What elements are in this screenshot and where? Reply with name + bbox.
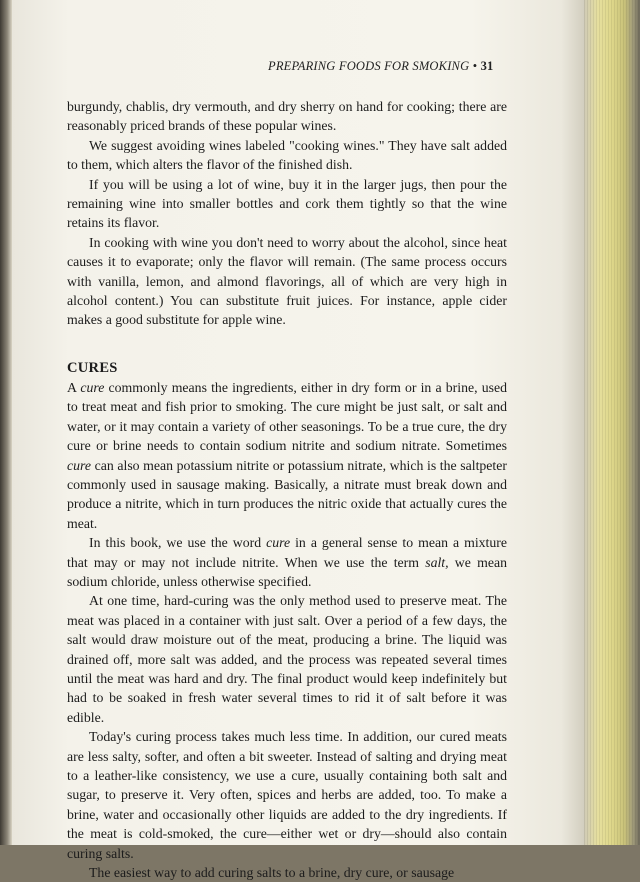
page-edges [584,0,640,845]
section-heading-cures: CURES [67,359,118,376]
text-run: in a general sense to mean a mixture that may or may not include nitrite. When we use the term [67,535,508,570]
text-run: A [67,379,81,395]
paragraph-intro-2: We suggest avoiding wines labeled "cooking wines." They have salt added to them, which alters the flavor of the finished dish. [67,137,507,173]
emphasis-term: salt, [425,554,449,570]
paragraph-cures-2 [67,533,507,591]
paragraph-intro-4: In cooking with wine you don't need to worry about the alcohol, since heat causes it to evaporate; only the flavor will remain. (The same process occurs with vanilla, lemon, and almond flavorings, all of which are very high in alcohol content.) You can substitute fruit juices. For instance, apple cider makes a good substitute for apple wine. [67,234,507,328]
emphasis-term: cure [80,379,105,395]
paragraph-cures-3: At one time, hard-curing was the only method used to preserve meat. The meat was placed in a container with just salt. Over a period of a few days, the salt would draw moisture out of the meat, producing a brine. The liquid was drained off, more salt was added, and the process was repeated several times until the meat was hard and dry. The final product would keep indefinitely but had to be soaked in fresh water several times to rid it of salt before it was edible. [67,593,507,725]
paragraph-cures-5: The easiest way to add curing salts to a brine, dry cure, or sausage [89,865,455,881]
header-bullet: • [472,59,478,73]
running-header [268,59,493,74]
text-run: commonly means the ingredients, either in dry form or in a brine, used to treat meat and fish prior to smoking. The cure might be just salt, or salt and water, or it may contain a variety of other seasonings. To be a true cure, the dry cure or brine needs to contain sodium nitrite and sodium nitrate. Sometimes [67,379,507,454]
paragraph-cures-4: Today's curing process takes much less time. In addition, our cured meats are less salty, softer, and often a bit sweeter. Instead of salting and drying meat to a leather-like consistency, we use a cure, usually containing both salt and sugar, to preserve it. Very often, spices and herbs are added, too. To make a brine, water and occasionally other liquids are added to the dry ingredients. If the meat is cold-smoked, the cure—either wet or dry—should also contain curing salts. [67,729,507,861]
page-number: 31 [480,59,494,73]
emphasis-term: cure [67,457,92,473]
paragraph-cures-1 [67,378,507,533]
paragraph-intro-3: If you will be using a lot of wine, buy it in the larger jugs, then pour the remaining wine into smaller bottles and cork them tightly so that the wine retains its flavor. [67,176,507,231]
book-binding-edge [0,0,12,845]
text-run: In this book, we use the word [89,535,267,551]
running-title: PREPARING FOODS FOR SMOKING [268,59,470,73]
text-run: can also mean potassium nitrite or potassium nitrate, which is the saltpeter commonly used in sausage making. Basically, a nitrate must break down and produce a nitrite, which in turn produces the nitric oxide that actually cures the meat. [67,457,507,531]
emphasis-term: cure [266,535,291,551]
text-run: we mean sodium chloride, unless otherwise specified. [67,554,507,589]
paragraph-intro-1: burgundy, chablis, dry vermouth, and dry sherry on hand for cooking; there are reasonably priced brands of these popular wines. [67,99,507,134]
body-text [67,97,507,882]
